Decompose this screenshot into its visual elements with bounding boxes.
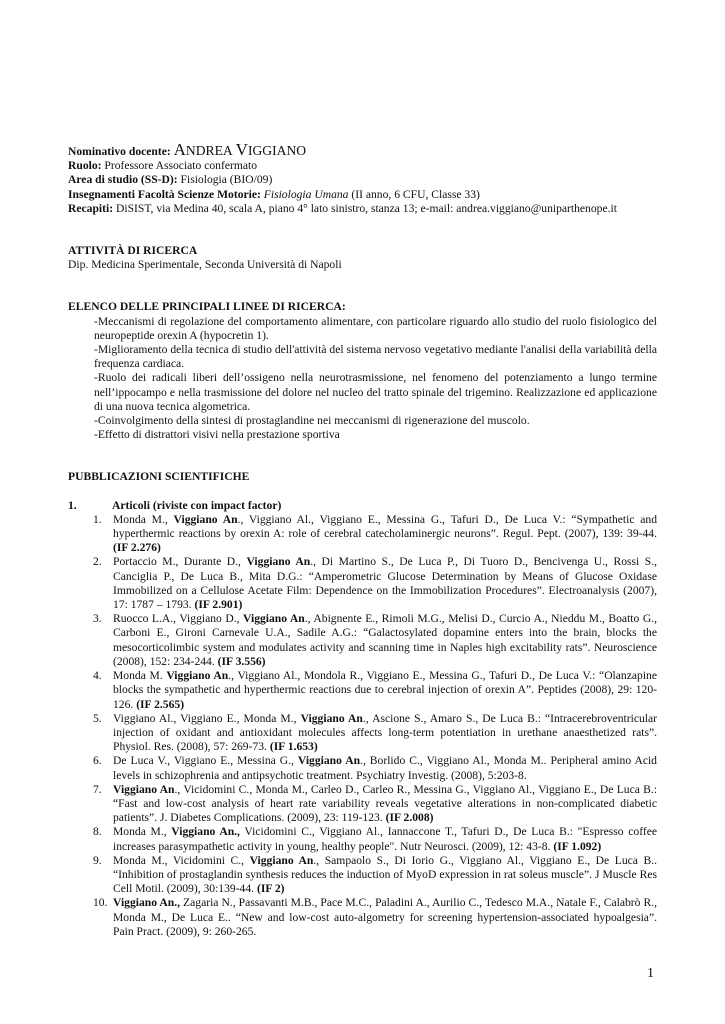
research-affiliation: Dip. Medicina Sperimentale, Seconda Università di Napoli [68, 258, 342, 272]
name-label: Nominativo docente: [68, 145, 171, 158]
research-line-item: -Ruolo dei radicali liberi dell’ossigeno nella neurotrasmissione, nel fenomeno del potenziamento a lungo termine nell’ippocampo e nella trasmissione del dolore nel nucleo del tratto spinale del trigemino. Realizzazione ed applicazione di una nuova tecnica algometrica. [94, 371, 657, 413]
teacher-name: ANDREA VIGGIANO [173, 140, 307, 159]
publication-item: 2. Portaccio M., Durante D., Viggiano An., Di Martino S., De Luca P., Di Tuoro D., Bencivenga U., Rossi S., Canciglia P., De Luca B., Mita D.G.: “Amperometric Glucose Determination by Means of Glucose Oxidase Immobilized on a Cellulose Acetate Film: Dependence on the Immobilization Procedures”. Electroanalysis (2007), 17: 1787 – 1793. (IF 2.901) [93, 555, 657, 612]
teaching-details: (II anno, 6 CFU, Classe 33) [351, 187, 480, 201]
subsection-title: Articoli (riviste con impact factor) [112, 498, 282, 512]
role-label: Ruolo: [68, 159, 102, 173]
teaching-label: Insegnamenti Facoltà Scienze Motorie: [68, 187, 261, 201]
publication-item: 10. Viggiano An., Zagaria N., Passavanti M.B., Pace M.C., Paladini A., Aurilio C., Tedesco M.A., Natale F., Calabrò R., Monda M., De Luca E.. “New and low-cost auto-algometry for screening hypertension-associated hypoalgesia”. Pain Pract. (2009), 9: 260-265. [93, 896, 657, 938]
publications-subsection [68, 499, 657, 513]
area-line [68, 173, 657, 187]
contacts-label: Recapiti: [68, 201, 114, 215]
publication-item: 5. Viggiano Al., Viggiano E., Monda M., Viggiano An., Ascione S., Amaro S., De Luca B.: “Intracerebroventricular injection of oxidant and antioxidant molecules affects long-term potentiation in urethane anaesthetized rats”. Physiol. Res. (2008), 57: 269-73. (IF 1.653) [93, 711, 658, 754]
publication-item: 1. Monda M., Viggiano An., Viggiano Al., Viggiano E., Messina G., Tafuri D., De Luca V.: “Sympathetic and hyperthermic reactions by orexin A: role of cerebral catecholaminergic neurons”. Regul. Pept. (2007), 139: 39-44. (IF 2.276) [93, 512, 658, 555]
teaching-line [68, 188, 657, 202]
research-line-item: -Meccanismi di regolazione del comportamento alimentare, con particolare riguardo allo studio del ruolo fisiologico del neuropeptide orexin A (hypocretin 1). [94, 314, 657, 342]
publication-item: 7. Viggiano An., Vicidomini C., Monda M., Carleo D., Carleo R., Messina G., Viggiano Al., Viggiano E., De Luca B.: “Fast and low-cost analysis of heart rate variability reveals vegetative alterations in non-complicated diabetic patients”. J. Diabetes Complications. (2009), 23: 119-123. (IF 2.008) [93, 782, 657, 825]
research-line-item: -Effetto di distrattori visivi nella prestazione sportiva [94, 428, 340, 442]
contacts-line [68, 202, 657, 216]
role-line [68, 159, 657, 173]
publication-list [68, 513, 657, 939]
research-line-item: -Miglioramento della tecnica di studio dell'attività del sistema nervoso vegetativo mediante l'analisi della variabilità della frequenza cardiaca. [94, 343, 657, 371]
teaching-course: Fisiologia Umana [263, 187, 349, 201]
research-line-item: -Coinvolgimento della sintesi di prostaglandine nei meccanismi di rigenerazione del muscolo. [94, 414, 530, 428]
research-title: ATTIVITÀ DI RICERCA [68, 244, 198, 258]
subsection-number: 1. [68, 498, 77, 512]
research-lines-list [68, 315, 657, 443]
publication-item: 8. Monda M., Viggiano An., Vicidomini C., Viggiano Al., Iannaccone T., Tafuri D., De Luca B.: "Espresso coffee increases parasympathetic activity in young, healthy people". Nutr Neurosci. (2009), 12: 43-8. (IF 1.092) [93, 825, 657, 853]
publication-item: 9. Monda M., Vicidomini C., Viggiano An., Sampaolo S., Di Iorio G., Viggiano Al., Viggiano E., De Luca B.. “Inhibition of prostaglandin synthesis reduces the induction of MyoD expression in rat soleus muscle”. J Muscle Res Cell Motil. (2009), 30:139-44. (IF 2) [93, 853, 658, 896]
role-value: Professore Associato confermato [104, 159, 258, 173]
page-number: 1 [647, 966, 654, 981]
name-line [68, 140, 657, 159]
area-label: Area di studio (SS-D): [68, 173, 178, 187]
publication-item: 4. Monda M. Viggiano An., Viggiano Al., Mondola R., Viggiano E., Messina G., Tafuri D., De Luca V.: “Olanzapine blocks the sympathetic and hyperthermic reactions due to cerebral injection of orexin A”. Peptides (2008), 29: 120-126. (IF 2.565) [93, 669, 657, 711]
contacts-value: DiSIST, via Medina 40, scala A, piano 4° lato sinistro, stanza 13; e-mail: andrea.viggiano@uniparthenope.it [115, 201, 617, 215]
publications-title: PUBBLICAZIONI SCIENTIFICHE [68, 470, 250, 484]
publication-item: 6. De Luca V., Viggiano E., Messina G., Viggiano An., Borlido C., Viggiano Al., Monda M.. Peripheral amino Acid levels in schizophrenia and antipsychotic treatment. Psychiatry Investig. (2008), 5:203-8. [93, 754, 657, 782]
research-lines-title: ELENCO DELLE PRINCIPALI LINEE DI RICERCA: [68, 300, 346, 314]
publication-item: 3. Ruocco L.A., Viggiano D., Viggiano An., Abignente E., Rimoli M.G., Melisi D., Curcio A., Nieddu M., Boatto G., Carboni E., Gironi Carnevale U.A., Sadile A.G.: “Galactosylated dopamine enters into the brain, blocks the mesocorticolimbic system and modulates activity and scanning time in Naples high excitability rats”. Neuroscience (2008), 152: 234-244. (IF 3.556) [93, 612, 657, 668]
document-body [68, 140, 658, 939]
area-value: Fisiologia (BIO/09) [180, 173, 273, 187]
